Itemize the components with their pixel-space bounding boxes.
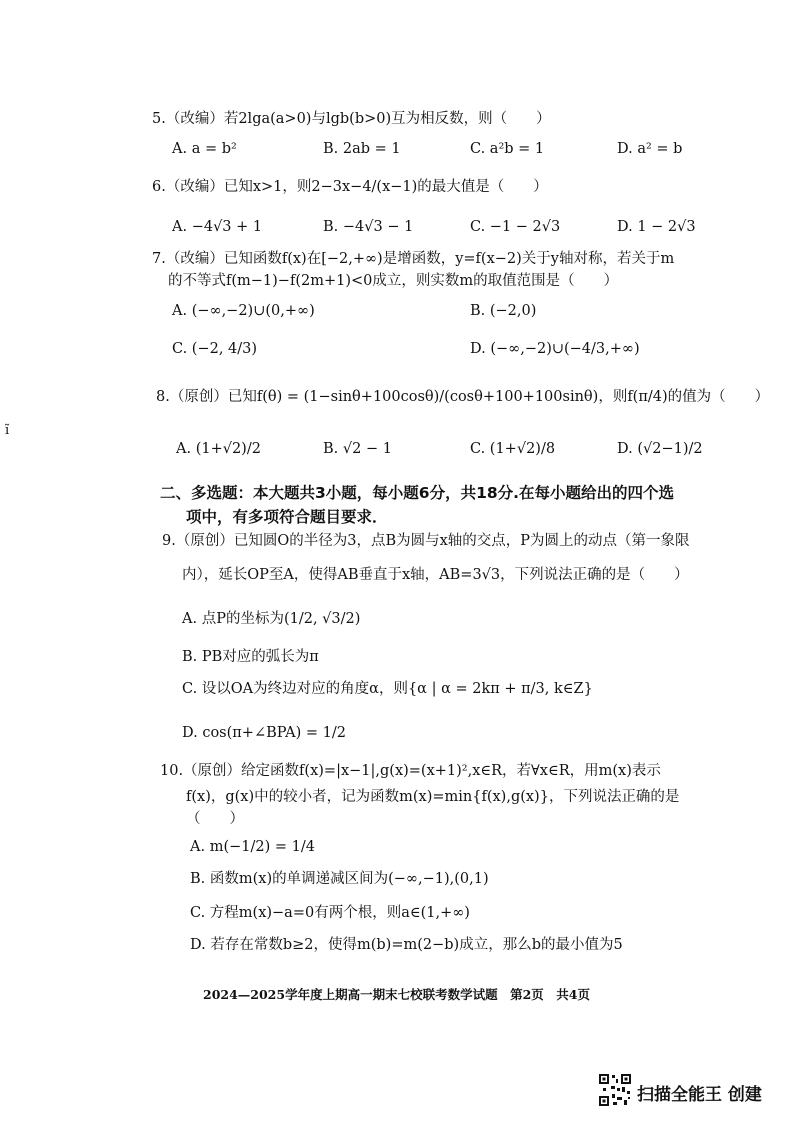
q7-option-d: D. (−∞,−2)∪(−4/3,+∞) [470,341,640,357]
q7-option-c: C. (−2, 4/3) [172,341,258,357]
q9-option-d: D. cos(π+∠BPA) = 1/2 [182,725,347,741]
q10-option-c: C. 方程m(x)−a=0有两个根，则a∈(1,+∞) [190,905,470,921]
q8-option-d: D. (√2−1)/2 [617,441,703,457]
q7-stem-line1: 7.（改编）已知函数f(x)在[−2,+∞)是增函数，y=f(x−2)关于y轴对称，若关于m [152,251,675,267]
q10-stem-line2: f(x)，g(x)中的较小者，记为函数m(x)=min{f(x),g(x)}，下列说法正确的是 [186,789,680,805]
q9-option-c: C. 设以OA为终边对应的角度α，则{α | α = 2kπ + π/3, k∈Z} [182,681,593,697]
q10-stem-line1: 10.（原创）给定函数f(x)=|x−1|,g(x)=(x+1)²,x∈R，若∀x∈R，用m(x)表示 [160,763,661,779]
qr-code-icon [598,1073,632,1107]
q6-option-b: B. −4√3 − 1 [323,219,414,235]
q9-stem-line2: 内），延长OP至A，使得AB垂直于x轴，AB=3√3，下列说法正确的是（ ） [182,567,689,583]
q6-stem: 6.（改编）已知x>1，则2−3x−4/(x−1)的最大值是（ ） [152,179,548,195]
q8-option-a: A. (1+√2)/2 [176,441,261,457]
q7-option-b: B. (−2,0) [470,303,537,319]
q7-option-a: A. (−∞,−2)∪(0,+∞) [172,303,315,319]
margin-mark: ĩ [5,423,10,438]
q10-stem-line3: （ ） [186,811,244,827]
q5-stem: 5.（改编）若2lga(a>0)与lgb(b>0)互为相反数，则（ ） [152,111,551,127]
q7-stem-line2: 的不等式f(m−1)−f(2m+1)<0成立，则实数m的取值范围是（ ） [168,273,619,289]
q5-option-c: C. a²b = 1 [470,141,545,157]
q10-option-d: D. 若存在常数b≥2，使得m(b)=m(2−b)成立，那么b的最小值为5 [190,937,623,953]
q6-option-a: A. −4√3 + 1 [172,219,263,235]
section2-heading-line2: 项中，有多项符合题目要求． [186,508,388,526]
q5-option-d: D. a² = b [617,141,683,157]
q10-option-a: A. m(−1/2) = 1/4 [190,839,315,855]
q9-stem-line1: 9.（原创）已知圆O的半径为3，点B为圆与x轴的交点，P为圆上的动点（第一象限 [162,533,690,549]
q6-option-d: D. 1 − 2√3 [617,219,696,235]
q5-option-a: A. a = b² [172,141,237,157]
q8-option-c: C. (1+√2)/8 [470,441,556,457]
q8-option-b: B. √2 − 1 [323,441,392,457]
q6-option-c: C. −1 − 2√3 [470,219,561,235]
q8-stem: 8.（原创）已知f(θ) = (1−sinθ+100cosθ)/(cosθ+100+100sinθ)，则f(π/4)的值为（ ） [156,389,770,405]
q9-option-a: A. 点P的坐标为(1/2, √3/2) [182,611,361,627]
section2-heading-line1: 二、多选题：本大题共3小题，每小题6分，共18分.在每小题给出的四个选 [160,484,675,502]
q5-option-b: B. 2ab = 1 [323,141,401,157]
page-footer: 2024—2025学年度上期高一期末七校联考数学试题 第2页 共4页 [203,987,590,1002]
q9-option-b: B. PB对应的弧长为π [182,649,319,665]
q10-option-b: B. 函数m(x)的单调递减区间为(−∞,−1),(0,1) [190,871,489,887]
scanner-watermark-text: 扫描全能王 创建 [637,1085,762,1105]
